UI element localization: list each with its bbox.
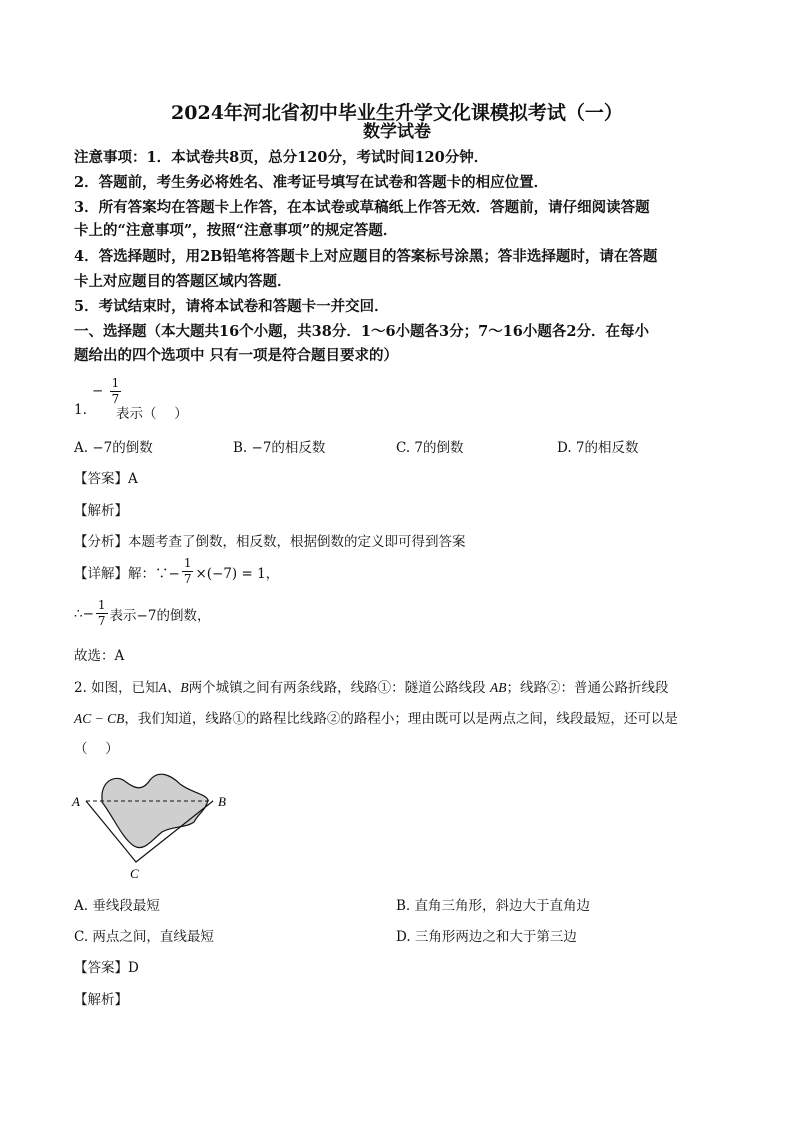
q2-analysis-label: 【解析】	[74, 992, 128, 1008]
q1-detail-frac-num: 1	[183, 556, 192, 570]
q2-figure	[66, 770, 236, 882]
q1-option-d: D. 7的相反数	[557, 440, 639, 456]
page-title: 2024年河北省初中毕业生升学文化课模拟考试（一）	[171, 102, 623, 124]
q1-minus: −	[92, 383, 104, 399]
q2-line1-a: 2. 如图，已知	[74, 680, 159, 696]
q2-option-c: C. 两点之间，直线最短	[74, 929, 214, 945]
notes-line-2: 2．答题前，考生务必将姓名、准考证号填写在试卷和答题卡的相应位置．	[74, 174, 549, 191]
q1-detail-frac-den: 7	[183, 572, 192, 586]
q2-line1-c: 两个城镇之间有两条线路，线路①：隧道公路线段	[188, 680, 486, 696]
q2-line1-d: AB	[489, 680, 507, 695]
q1-therefore-frac	[96, 598, 108, 629]
q1-answer: 【答案】A	[74, 471, 138, 487]
q1-frac-den: 7	[111, 392, 120, 406]
q1-option-a: A. −7的倒数	[74, 440, 153, 456]
notes-line-5: 4．答选择题时，用2B铅笔将答题卡上对应题目的答案标号涂黑；答非选择题时，请在答题	[74, 248, 658, 265]
q2-line2-b: ，我们知道，线路①的路程比线路②的路程小；理由既可以是两点之间，线段最短，还可以是	[124, 711, 678, 727]
q1-detail-frac	[182, 556, 194, 587]
q2-line1-b: A、B	[158, 680, 189, 695]
section-heading-line-1: 一、选择题（本大题共16个小题，共38分．1～6小题各3分；7～16小题各2分．在每小	[74, 323, 649, 340]
q2-stem-line-1	[74, 676, 668, 696]
notes-line-1: 注意事项：1．本试卷共8页，总分120分，考试时间120分钟．	[74, 149, 489, 166]
q1-detail-line	[74, 556, 279, 587]
q1-analysis-text: 【分析】本题考查了倒数，相反数，根据倒数的定义即可得到答案	[74, 534, 466, 550]
q1-number: 1.	[74, 402, 87, 418]
q2-label-c: C	[130, 866, 139, 881]
q2-line2-a: AC − CB	[74, 711, 125, 726]
notes-line-7: 5．考试结束时，请将本试卷和答题卡一并交回．	[74, 298, 389, 315]
q2-option-a: A. 垂线段最短	[74, 898, 160, 914]
q1-detail-tail: ×(−7) = 1，	[195, 565, 280, 582]
section-heading-line-2: 题给出的四个选项中 只有一项是符合题目要求的）	[74, 347, 399, 364]
q1-therefore-line	[74, 598, 210, 629]
q1-therefore-frac-den: 7	[97, 614, 106, 628]
q2-stem-line-2	[74, 707, 678, 727]
q1-option-c: C. 7的倒数	[396, 440, 464, 456]
notes-line-3: 3．所有答案均在答题卡上作答，在本试卷或草稿纸上作答无效．答题前，请仔细阅读答题	[74, 199, 650, 216]
q2-option-b: B. 直角三角形，斜边大于直角边	[396, 898, 591, 914]
q1-option-b: B. −7的相反数	[233, 440, 326, 456]
notes-line-6: 卡上对应题目的答题区域内答题．	[74, 273, 292, 290]
q2-option-d: D. 三角形两边之和大于第三边	[396, 929, 577, 945]
page-subtitle: 数学试卷	[363, 122, 431, 142]
q2-label-b: B	[218, 794, 226, 809]
notes-line-4: 卡上的“注意事项”，按照“注意事项”的规定答题．	[74, 222, 398, 239]
q1-choice: 故选：A	[74, 648, 125, 664]
q1-detail-prefix: 【详解】解：∵−	[74, 565, 180, 582]
q1-stem: 表示（ ）	[116, 406, 188, 422]
q2-label-a: A	[72, 794, 80, 809]
q1-frac-num: 1	[111, 376, 120, 390]
q1-therefore-frac-num: 1	[97, 598, 106, 612]
q1-therefore-prefix: ∴−	[74, 605, 94, 622]
q2-stem-line-3: （ ）	[74, 741, 119, 757]
q2-line1-e: ；线路②：普通公路折线段	[506, 680, 669, 696]
q2-figure-region	[102, 774, 208, 847]
q2-answer: 【答案】D	[74, 960, 139, 976]
q1-therefore-tail: 表示−7的倒数，	[109, 607, 211, 624]
q1-analysis-label: 【解析】	[74, 503, 128, 519]
